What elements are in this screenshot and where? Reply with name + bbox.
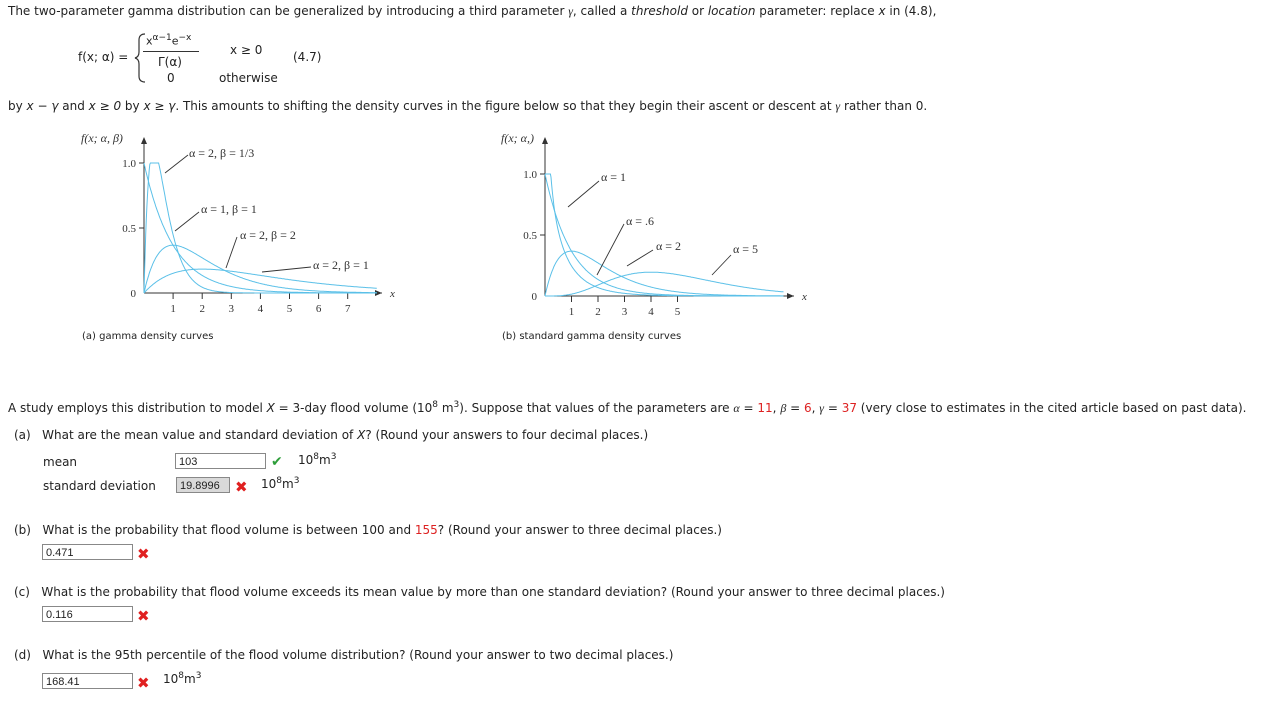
y-tick-label: 1.0 bbox=[523, 169, 537, 181]
x-axis-arrow-icon bbox=[787, 293, 794, 299]
label-pointer-line bbox=[627, 250, 653, 266]
curve-label: α = 5 bbox=[733, 242, 759, 256]
chart-a-caption: (a) gamma density curves bbox=[82, 331, 214, 342]
answer-c-input[interactable]: 0.116 bbox=[42, 606, 133, 622]
x-tick-label: 7 bbox=[344, 303, 351, 315]
label-pointer-line bbox=[175, 212, 199, 231]
curve-label: α = 1, β = 1 bbox=[201, 202, 257, 216]
density-curve-3 bbox=[545, 251, 784, 296]
sd-label: standard deviation bbox=[43, 479, 156, 493]
density-curve-4 bbox=[545, 272, 784, 296]
sd-input[interactable]: 19.8996 bbox=[176, 477, 230, 493]
formula-numerator: $x^{\alpha-1}e^{-x}$ bbox=[146, 33, 192, 48]
answer-d-unit: $10^8m^3$ bbox=[163, 671, 202, 686]
density-curve-3 bbox=[144, 269, 377, 293]
chart-b-caption: (b) standard gamma density curves bbox=[502, 331, 682, 342]
x-tick-label: 4 bbox=[648, 306, 654, 318]
x-tick-label: 2 bbox=[199, 303, 205, 315]
formula-cond2: otherwise bbox=[219, 71, 278, 85]
label-pointer-line bbox=[226, 237, 237, 268]
x-tick-label: 4 bbox=[257, 303, 264, 315]
question-c: (c) What is the probability that flood volume exceeds its mean value by more than one standard deviation? (Round your answer to three decimal places.) bbox=[14, 585, 945, 599]
gamma-density-chart bbox=[75, 125, 425, 320]
x-tick-label: 1 bbox=[170, 303, 176, 315]
correct-check-icon: ✔ bbox=[271, 454, 283, 470]
mean-label: mean bbox=[43, 455, 78, 469]
x-axis-label: x bbox=[802, 291, 807, 303]
y-axis-label: f(x; α,) bbox=[501, 131, 534, 145]
mean-unit: $10^8m^3$ bbox=[298, 452, 337, 467]
label-pointer-line bbox=[597, 224, 624, 275]
label-pointer-line bbox=[262, 267, 311, 272]
x-tick-label: 5 bbox=[286, 303, 293, 315]
question-b: (b) What is the probability that flood volume is between 100 and 155? (Round your answer to three decimal places.) bbox=[14, 523, 722, 537]
y-axis-arrow-icon bbox=[141, 137, 147, 144]
y-tick-label: 0 bbox=[531, 291, 537, 303]
curve-label: α = 2, β = 2 bbox=[240, 228, 296, 242]
incorrect-cross-icon: ✖ bbox=[137, 607, 150, 625]
incorrect-cross-icon: ✖ bbox=[137, 674, 150, 692]
answer-d-input[interactable]: 168.41 bbox=[42, 673, 133, 689]
formula-zero: 0 bbox=[167, 71, 175, 85]
incorrect-cross-icon: ✖ bbox=[137, 545, 150, 563]
y-tick-label: 0.5 bbox=[523, 230, 537, 242]
x-tick-label: 2 bbox=[595, 306, 601, 318]
shift-text: by x − γ and x ≥ 0 by x ≥ γ. This amounts to shifting the density curves in the figure below so that they begin their ascent or descent at γ rather than 0. bbox=[8, 99, 928, 113]
question-d: (d) What is the 95th percentile of the flood volume distribution? (Round your answer to two decimal places.) bbox=[14, 648, 674, 662]
y-tick-label: 0 bbox=[130, 288, 136, 300]
formula-cond1: x ≥ 0 bbox=[230, 43, 263, 57]
x-axis-label: x bbox=[390, 288, 395, 300]
standard-gamma-density-chart bbox=[495, 125, 825, 320]
formula-denominator: Γ(α) bbox=[158, 55, 182, 69]
y-axis-label: f(x; α, β) bbox=[81, 131, 123, 145]
x-tick-label: 3 bbox=[621, 306, 628, 318]
question-a: (a) What are the mean value and standard deviation of X? (Round your answers to four decimal places.) bbox=[14, 428, 649, 442]
x-tick-label: 3 bbox=[228, 303, 235, 315]
label-pointer-line bbox=[165, 155, 188, 173]
y-axis-arrow-icon bbox=[542, 137, 548, 144]
curve-label: α = .6 bbox=[626, 214, 655, 228]
intro-text: The two-parameter gamma distribution can be generalized by introducing a third parameter γ, called a threshold or location parameter: replace x in (4.8), bbox=[8, 4, 937, 18]
curve-label: α = 1 bbox=[601, 170, 627, 184]
curve-label: α = 2, β = 1 bbox=[313, 258, 369, 272]
study-text: A study employs this distribution to model X = 3-day flood volume ($10^8$ $m^3$). Suppose that values of the parameters are α = 11, β = 6, γ = 37 (very close to estimates in the cited article based on past data). bbox=[8, 400, 1247, 415]
brace-icon bbox=[133, 32, 147, 84]
density-curve-2 bbox=[545, 174, 784, 296]
curve-label: α = 2, β = 1/3 bbox=[189, 146, 255, 160]
answer-b-input[interactable]: 0.471 bbox=[42, 544, 133, 560]
x-tick-label: 6 bbox=[315, 303, 322, 315]
fraction-bar bbox=[143, 51, 199, 52]
y-tick-label: 0.5 bbox=[122, 223, 136, 235]
equation-number: (4.7) bbox=[293, 50, 322, 64]
formula-lhs: f(x; α) = bbox=[78, 50, 129, 64]
y-tick-label: 1.0 bbox=[122, 158, 136, 170]
label-pointer-line bbox=[568, 181, 599, 207]
label-pointer-line bbox=[712, 255, 731, 275]
incorrect-cross-icon: ✖ bbox=[235, 478, 248, 496]
sd-unit: $10^8m^3$ bbox=[261, 476, 300, 491]
mean-input[interactable]: 103 bbox=[175, 453, 266, 469]
x-tick-label: 1 bbox=[568, 306, 575, 318]
x-tick-label: 5 bbox=[674, 306, 681, 318]
curve-label: α = 2 bbox=[656, 239, 682, 253]
